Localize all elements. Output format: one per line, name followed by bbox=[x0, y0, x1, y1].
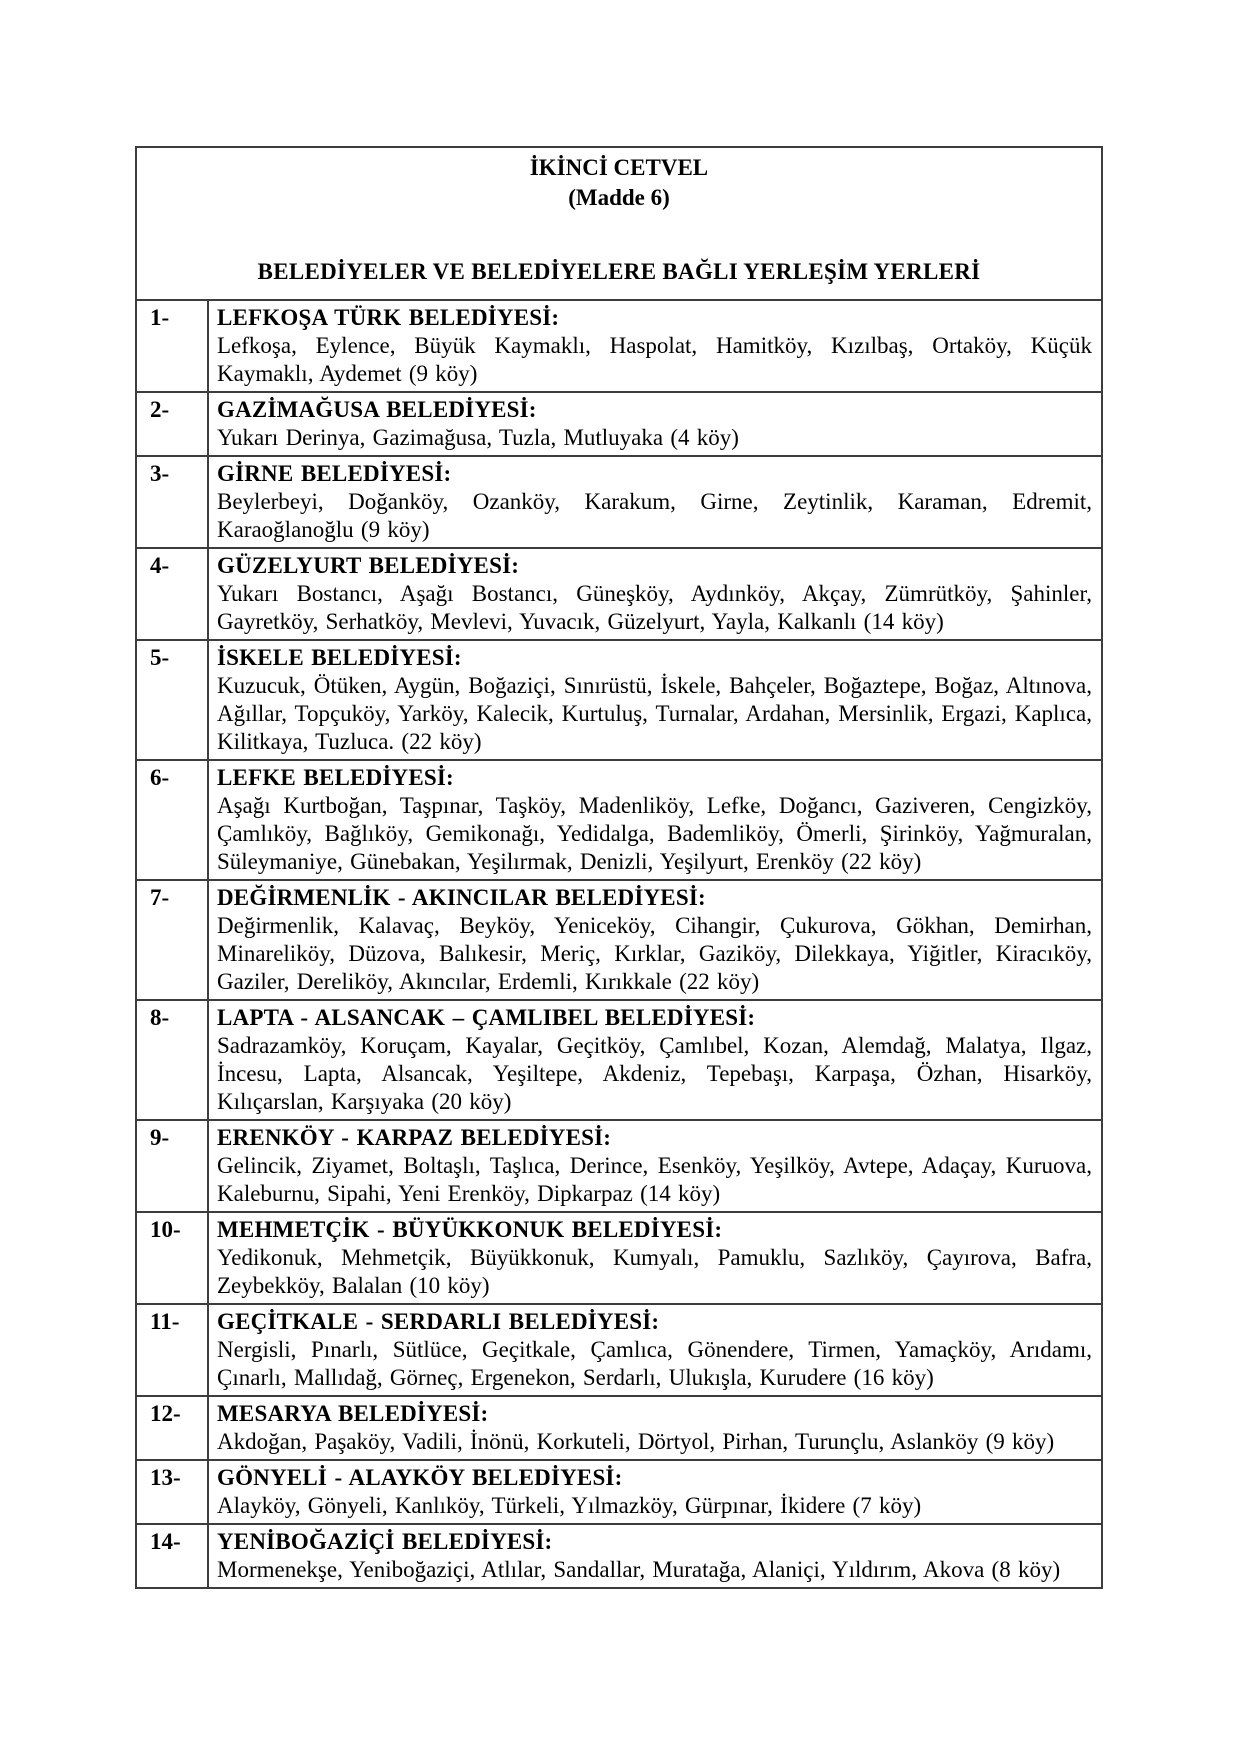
row-content bbox=[208, 1460, 1102, 1524]
settlement-list: Gelincik, Ziyamet, Boltaşlı, Taşlıca, Derince, Esenköy, Yeşilköy, Avtepe, Adaçay, Kuruova, Kaleburnu, Sipahi, Yeni Erenköy, Dipkarpaz (14 köy) bbox=[217, 1153, 1092, 1206]
municipality-name: MESARYA BELEDİYESİ: bbox=[217, 1401, 489, 1426]
row-number: 6- bbox=[136, 760, 208, 880]
table-row bbox=[136, 640, 1102, 760]
table-row bbox=[136, 880, 1102, 1000]
settlement-list: Kuzucuk, Ötüken, Aygün, Boğaziçi, Sınırüstü, İskele, Bahçeler, Boğaztepe, Boğaz, Altınova, Ağıllar, Topçuköy, Yarköy, Kalecik, Kurtuluş, Turnalar, Ardahan, Mersinlik, Ergazi, Kaplıca, Kilitkaya, Tuzluca. (22 köy) bbox=[217, 673, 1092, 754]
row-number: 9- bbox=[136, 1120, 208, 1212]
municipality-name: LEFKOŞA TÜRK BELEDİYESİ: bbox=[217, 305, 560, 330]
municipality-name: GEÇİTKALE - SERDARLI BELEDİYESİ: bbox=[217, 1309, 660, 1334]
row-number: 7- bbox=[136, 880, 208, 1000]
table-row bbox=[136, 1000, 1102, 1120]
row-content bbox=[208, 456, 1102, 548]
municipality-name: ERENKÖY - KARPAZ BELEDİYESİ: bbox=[217, 1125, 612, 1150]
row-content bbox=[208, 300, 1102, 392]
settlement-list: Aşağı Kurtboğan, Taşpınar, Taşköy, Madenliköy, Lefke, Doğancı, Gaziveren, Cengizköy, Çamlıköy, Bağlıköy, Gemikonağı, Yedidalga, Bademliköy, Ömerli, Şirinköy, Yağmuralan, Süleymaniye, Günebakan, Yeşilırmak, Denizli, Yeşilyurt, Erenköy (22 köy) bbox=[217, 793, 1092, 874]
table-row bbox=[136, 1460, 1102, 1524]
row-number: 5- bbox=[136, 640, 208, 760]
row-number: 13- bbox=[136, 1460, 208, 1524]
settlement-list: Sadrazamköy, Koruçam, Kayalar, Geçitköy, Çamlıbel, Kozan, Alemdağ, Malatya, Ilgaz, İncesu, Lapta, Alsancak, Yeşiltepe, Akdeniz, Tepebaşı, Karpaşa, Özhan, Hisarköy, Kılıçarslan, Karşıyaka (20 köy) bbox=[217, 1033, 1092, 1114]
settlement-list: Akdoğan, Paşaköy, Vadili, İnönü, Korkuteli, Dörtyol, Pirhan, Turunçlu, Aslanköy (9 köy) bbox=[217, 1429, 1055, 1454]
row-content bbox=[208, 548, 1102, 640]
table-row bbox=[136, 1120, 1102, 1212]
row-content bbox=[208, 1524, 1102, 1588]
row-content bbox=[208, 1120, 1102, 1212]
municipality-name: DEĞİRMENLİK - AKINCILAR BELEDİYESİ: bbox=[217, 885, 706, 910]
settlement-list: Nergisli, Pınarlı, Sütlüce, Geçitkale, Çamlıca, Gönendere, Tirmen, Yamaçköy, Arıdamı, Çınarlı, Mallıdağ, Görneç, Ergenekon, Serdarlı, Ulukışla, Kurudere (16 köy) bbox=[217, 1337, 1092, 1390]
table-header-row bbox=[136, 147, 1102, 300]
document-article-ref: (Madde 6) bbox=[568, 185, 670, 210]
table-row bbox=[136, 456, 1102, 548]
settlement-list: Beylerbeyi, Doğanköy, Ozanköy, Karakum, Girne, Zeytinlik, Karaman, Edremit, Karaoğlanoğlu (9 köy) bbox=[217, 489, 1092, 542]
table-row bbox=[136, 1212, 1102, 1304]
municipalities-table bbox=[135, 146, 1103, 1589]
table-row bbox=[136, 300, 1102, 392]
row-number: 10- bbox=[136, 1212, 208, 1304]
municipality-name: GAZİMAĞUSA BELEDİYESİ: bbox=[217, 397, 537, 422]
row-content bbox=[208, 880, 1102, 1000]
municipality-name: İSKELE BELEDİYESİ: bbox=[217, 645, 462, 670]
row-number: 2- bbox=[136, 392, 208, 456]
settlement-list: Mormenekşe, Yeniboğaziçi, Atlılar, Sandallar, Muratağa, Alaniçi, Yıldırım, Akova (8 köy) bbox=[217, 1557, 1061, 1582]
row-number: 12- bbox=[136, 1396, 208, 1460]
document-subtitle: BELEDİYELER VE BELEDİYELERE BAĞLI YERLEŞİM YERLERİ bbox=[257, 259, 981, 284]
municipality-name: LEFKE BELEDİYESİ: bbox=[217, 765, 454, 790]
row-content bbox=[208, 760, 1102, 880]
row-number: 14- bbox=[136, 1524, 208, 1588]
table-row bbox=[136, 760, 1102, 880]
row-number: 4- bbox=[136, 548, 208, 640]
table-header-cell bbox=[136, 147, 1102, 300]
municipality-name: LAPTA - ALSANCAK – ÇAMLIBEL BELEDİYESİ: bbox=[217, 1005, 756, 1030]
municipality-name: YENİBOĞAZİÇİ BELEDİYESİ: bbox=[217, 1529, 553, 1554]
settlement-list: Alayköy, Gönyeli, Kanlıköy, Türkeli, Yılmazköy, Gürpınar, İkidere (7 köy) bbox=[217, 1493, 922, 1518]
municipality-name: MEHMETÇİK - BÜYÜKKONUK BELEDİYESİ: bbox=[217, 1217, 723, 1242]
table-row bbox=[136, 1524, 1102, 1588]
row-number: 1- bbox=[136, 300, 208, 392]
municipality-name: GİRNE BELEDİYESİ: bbox=[217, 461, 452, 486]
settlement-list: Yedikonuk, Mehmetçik, Büyükkonuk, Kumyalı, Pamuklu, Sazlıköy, Çayırova, Bafra, Zeybekköy, Balalan (10 köy) bbox=[217, 1245, 1092, 1298]
row-number: 11- bbox=[136, 1304, 208, 1396]
row-content bbox=[208, 1304, 1102, 1396]
settlement-list: Değirmenlik, Kalavaç, Beyköy, Yeniceköy, Cihangir, Çukurova, Gökhan, Demirhan, Minareliköy, Düzova, Balıkesir, Meriç, Kırklar, Gaziköy, Dilekkaya, Yiğitler, Kiracıköy, Gaziler, Dereliköy, Akıncılar, Erdemli, Kırıkkale (22 köy) bbox=[217, 913, 1092, 994]
row-content bbox=[208, 1212, 1102, 1304]
row-content bbox=[208, 1396, 1102, 1460]
document-title: İKİNCİ CETVEL bbox=[529, 155, 709, 180]
settlement-list: Yukarı Bostancı, Aşağı Bostancı, Güneşköy, Aydınköy, Akçay, Zümrütköy, Şahinler, Gayretköy, Serhatköy, Mevlevi, Yuvacık, Güzelyurt, Yayla, Kalkanlı (14 köy) bbox=[217, 581, 1092, 634]
row-content bbox=[208, 1000, 1102, 1120]
municipality-name: GÜZELYURT BELEDİYESİ: bbox=[217, 553, 520, 578]
row-content bbox=[208, 640, 1102, 760]
table-row bbox=[136, 1396, 1102, 1460]
row-number: 3- bbox=[136, 456, 208, 548]
row-content bbox=[208, 392, 1102, 456]
table-row bbox=[136, 1304, 1102, 1396]
settlement-list: Lefkoşa, Eylence, Büyük Kaymaklı, Haspolat, Hamitköy, Kızılbaş, Ortaköy, Küçük Kaymaklı, Aydemet (9 köy) bbox=[217, 333, 1092, 386]
municipality-name: GÖNYELİ - ALAYKÖY BELEDİYESİ: bbox=[217, 1465, 623, 1490]
row-number: 8- bbox=[136, 1000, 208, 1120]
settlement-list: Yukarı Derinya, Gazimağusa, Tuzla, Mutluyaka (4 köy) bbox=[217, 425, 739, 450]
table-row bbox=[136, 392, 1102, 456]
table-row bbox=[136, 548, 1102, 640]
